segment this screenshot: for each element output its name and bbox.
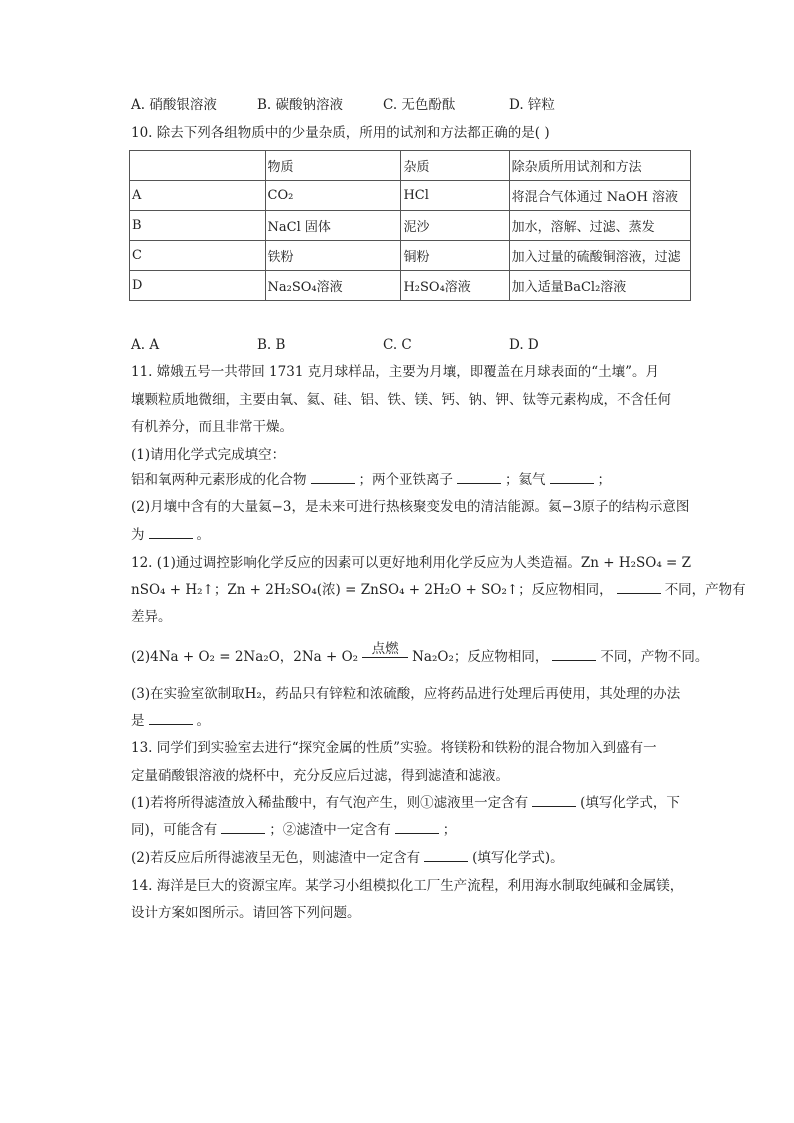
q11-line-7 [131,526,210,544]
answer-blank[interactable] [311,471,355,484]
table-cell: HCl [401,181,509,211]
q11-line-3: 有机养分，而且非常干燥。 [131,419,293,435]
answer-blank[interactable] [221,821,265,834]
q11-line-5 [131,471,611,489]
q13-text: (2)若反应后所得滤液呈无色，则滤渣中一定含有 [131,850,421,866]
q13-text: 同)，可能含有 [131,822,218,838]
q13-text: (填写化学式)。 [472,850,564,866]
q10-option-b: B. B [257,337,286,353]
table-cell: A [130,181,266,211]
table-cell: 将混合气体通过 NaOH 溶液 [509,181,690,211]
table-header-cell: 杂质 [401,151,509,181]
q11-text: ；两个亚铁离子 [358,472,453,488]
q14-line-2: 设计方案如图所示。请回答下列问题。 [131,905,361,921]
q11-line-4: (1)请用化学式完成填空： [131,447,286,463]
q14-line-1: 14. 海洋是巨大的资源宝库。某学习小组模拟化工厂生产流程，利用海水制取纯碱和金属镁， [131,878,684,894]
q12-line-4 [131,641,709,666]
answer-blank[interactable] [457,471,501,484]
q9-option-a: A. 硝酸银溶液 [131,97,217,113]
q11-text: 铝和氧两种元素形成的化合物 [131,472,307,488]
table-row [130,211,691,241]
table-row [130,181,691,211]
table-cell: 加入过量的硫酸铜溶液，过滤 [509,241,690,271]
table-cell: CO₂ [265,181,401,211]
answer-blank[interactable] [149,526,193,539]
q12-text: (2)4Na + O₂ = 2Na₂O，2Na + O₂ [131,649,359,665]
q10-stem: 10. 除去下列各组物质中的少量杂质，所用的试剂和方法都正确的是( ) [131,125,550,141]
answer-blank[interactable] [550,471,594,484]
q13-line-4 [131,821,456,839]
q9-option-d: D. 锌粒 [509,97,555,113]
answer-blank[interactable] [424,849,468,862]
q12-line-5: (3)在实验室欲制取H₂，药品只有锌粒和浓硫酸，应将药品进行处理后再使用，其处理的办法 [131,686,681,702]
q9-option-b: B. 碳酸钠溶液 [257,97,344,113]
answer-blank[interactable] [149,712,193,725]
q11-text: 为 [131,527,145,543]
q13-text: ； [442,822,457,838]
q12-line-1: 12. (1)通过调控影响化学反应的因素可以更好地利用化学反应为人类造福。Zn + H₂SO₄ = Z [131,555,692,571]
q13-line-5 [131,849,564,867]
table-cell: D [130,271,266,301]
q11-text: ； [597,472,611,488]
table-cell: NaCl 固体 [265,211,401,241]
table-cell: H₂SO₄溶液 [401,271,509,301]
q10-option-d: D. D [509,337,539,353]
table-header-cell: 除杂质所用试剂和方法 [509,151,690,181]
q12-line-3: 差异。 [131,609,172,625]
q11-line-2: 壤颗粒质地微细，主要由氧、氦、硅、铝、铁、镁、钙、钠、钾、钛等元素构成，不含任何 [131,392,671,408]
q11-line-6: (2)月壤中含有的大量氦−3，是未来可进行热核聚变发电的清洁能源。氦−3原子的结构示意图 [131,499,690,515]
q10-option-c: C. C [383,337,412,353]
q10-option-a: A. A [131,337,160,353]
q13-text: (填写化学式，下 [580,795,680,811]
q11-text: 。 [196,527,210,543]
q12-line-6 [131,712,210,730]
q12-text: 不同，产物不同。 [600,649,709,665]
q13-text: (1)若将所得滤渣放入稀盐酸中，有气泡产生，则①滤液里一定含有 [131,795,529,811]
q11-text: ；氦气 [505,472,546,488]
reaction-condition-arrow: 点燃 [362,641,408,658]
table-header-cell [130,151,266,181]
q9-option-c: C. 无色酚酞 [383,97,456,113]
q13-line-2: 定量硝酸银溶液的烧杯中，充分反应后过滤，得到滤渣和滤液。 [131,768,509,784]
table-row [130,271,691,301]
table-cell: 铜粉 [401,241,509,271]
table-cell: 加入适量BaCl₂溶液 [509,271,690,301]
q13-line-1: 13. 同学们到实验室去进行“探究金属的性质”实验。将镁粉和铁粉的混合物加入到盛有一 [131,740,657,756]
q12-text: 不同，产物有 [664,582,746,598]
q10-table [129,150,691,301]
table-cell: B [130,211,266,241]
table-cell: Na₂SO₄溶液 [265,271,401,301]
table-cell: 加水，溶解、过滤、蒸发 [509,211,690,241]
table-cell: C [130,241,266,271]
q12-line-2 [131,581,746,599]
q11-line-1: 11. 嫦娥五号一共带回 1731 克月球样品，主要为月壤，即覆盖在月球表面的“土壤”。月 [131,364,660,380]
answer-blank[interactable] [395,821,439,834]
table-cell: 铁粉 [265,241,401,271]
q12-text: Na₂O₂；反应物相同， [412,649,549,665]
table-cell: 泥沙 [401,211,509,241]
q13-line-3 [131,794,680,812]
answer-blank[interactable] [552,648,596,661]
table-row [130,241,691,271]
q12-text: nSO₄ + H₂↑；Zn + 2H₂SO₄(浓) = ZnSO₄ + 2H₂O + SO₂↑；反应物相同， [131,582,613,598]
q12-text: 是 [131,713,145,729]
answer-blank[interactable] [532,794,576,807]
q13-text: ；②滤渣中一定含有 [269,822,391,838]
table-header-cell: 物质 [265,151,401,181]
table-header-row [130,151,691,181]
q12-text: 。 [196,713,210,729]
answer-blank[interactable] [617,581,661,594]
